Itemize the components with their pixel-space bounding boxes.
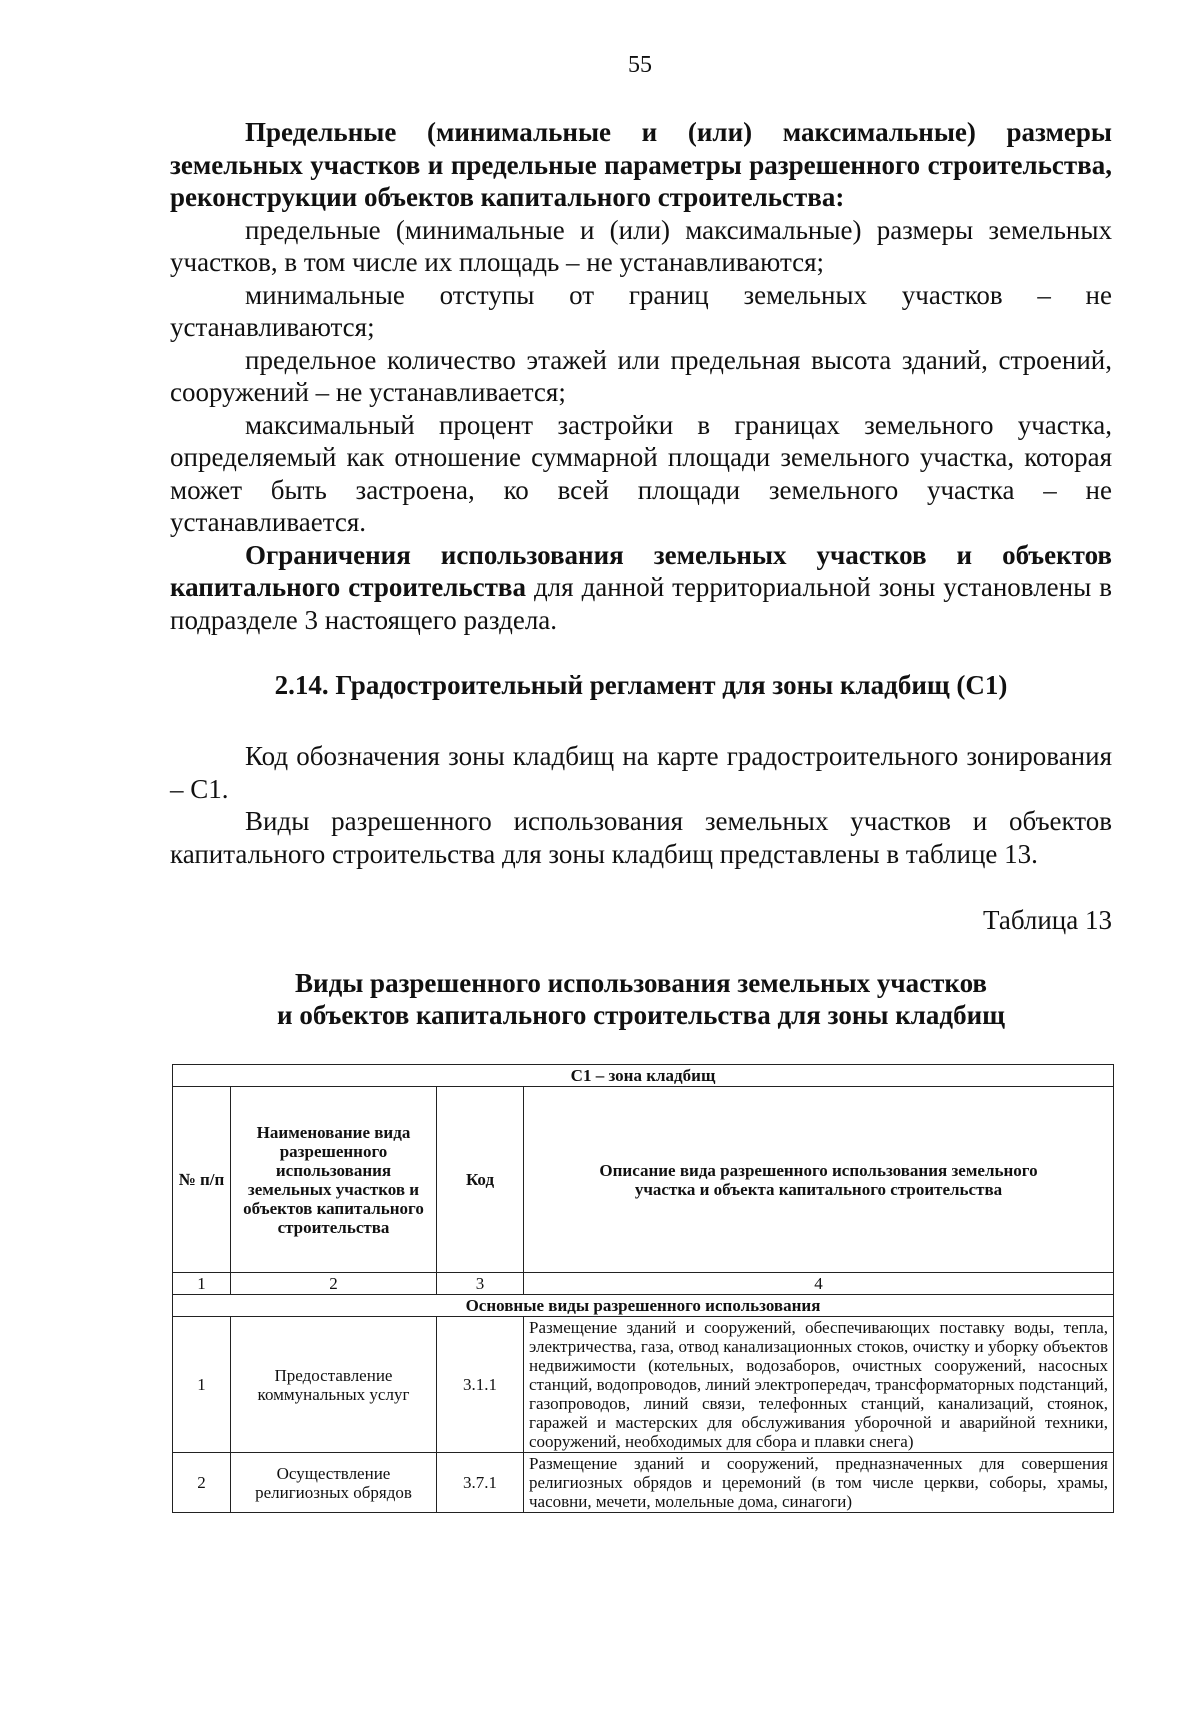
restrictions-text: для данной территориальной зоны установлены в подразделе 3 настоящего раздела. [170, 572, 1112, 635]
zone-header-cell: С1 – зона кладбищ [173, 1065, 1114, 1087]
table-label: Таблица 13 [983, 905, 1112, 935]
intro-item: предельное количество этажей или предельная высота зданий, строений, сооружений – не устанавливается; [170, 344, 1112, 407]
restrictions-bold-text: Ограничения использования земельных участков и объектов капитального строительства [170, 539, 1112, 602]
intro-item: максимальный процент застройки в границах земельного участка, определяемый как отношение суммарной площади земельного участка, которая может быть застроена, ко всей площади земельного участка – не устанавливается. [170, 409, 1112, 537]
intro-item: минимальные отступы от границ земельных участков – не устанавливаются; [170, 279, 1112, 342]
intro-item: предельные (минимальные и (или) максимальные) размеры земельных участков, в том числе их площадь – не устанавливаются; [170, 214, 1112, 277]
table-title [170, 967, 1112, 1031]
column-number: 2 [231, 1273, 437, 1295]
row-name: Осуществление религиозных обрядов [231, 1453, 437, 1513]
header-code: Код [437, 1087, 524, 1273]
permitted-use-paragraph: Виды разрешенного использования земельных участков и объектов капитального строительства для зоны кладбищ представлены в таблице 13. [170, 806, 1112, 869]
row-num: 1 [173, 1317, 231, 1453]
table-row [173, 1453, 1114, 1513]
table-title-line: и объектов капитального строительства для зоны кладбищ [277, 1000, 1005, 1030]
column-number: 4 [524, 1273, 1114, 1295]
section-body [170, 740, 1112, 870]
row-desc: Размещение зданий и сооружений, предназначенных для совершения религиозных обрядов и церемоний (в том числе церкви, соборы, храмы, часовни, мечети, молельные дома, синагоги) [524, 1453, 1114, 1513]
restrictions-paragraph [170, 539, 1112, 637]
header-desc: Описание вида разрешенного использования земельного участка и объекта капитального строительства [524, 1087, 1114, 1273]
table-title-line: Виды разрешенного использования земельных участков [295, 968, 987, 998]
row-num: 2 [173, 1453, 231, 1513]
row-code: 3.1.1 [437, 1317, 524, 1453]
column-number: 3 [437, 1273, 524, 1295]
header-name: Наименование вида разрешенного использования земельных участков и объектов капитального строительства [231, 1087, 437, 1273]
column-number: 1 [173, 1273, 231, 1295]
zone-header-row [173, 1065, 1114, 1087]
section-heading: 2.14. Градостроительный регламент для зоны кладбищ (С1) [274, 670, 1008, 700]
group-label: Основные виды разрешенного использования [173, 1295, 1114, 1317]
column-number-row [173, 1273, 1114, 1295]
row-code: 3.7.1 [437, 1453, 524, 1513]
group-row [173, 1295, 1114, 1317]
header-num: № п/п [173, 1087, 231, 1273]
row-desc: Размещение зданий и сооружений, обеспечивающих поставку воды, тепла, электричества, газа, отвод канализационных стоков, очистку и уборку объектов недвижимости (котельных, водозаборов, очистных сооружений, насосных станций, водопроводов, линий электропередач, трансформаторных подстанций, газопроводов, линий связи, телефонных станций, канализаций, стоянок, гаражей и мастерских для обслуживания уборочной и аварийной техники, сооружений, необходимых для сбора и плавки снега) [524, 1317, 1114, 1453]
permitted-use-table [172, 1064, 1114, 1513]
column-header-row [173, 1087, 1114, 1273]
row-name: Предоставление коммунальных услуг [231, 1317, 437, 1453]
intro-block [170, 116, 1112, 636]
zone-code-paragraph: Код обозначения зоны кладбищ на карте градостроительного зонирования – С1. [170, 741, 1112, 804]
table-row [173, 1317, 1114, 1453]
page-number: 55 [628, 52, 652, 78]
intro-heading: Предельные (минимальные и (или) максимальные) размеры земельных участков и предельные параметры разрешенного строительства, реконструкции объектов капитального строительства: [170, 117, 1112, 212]
